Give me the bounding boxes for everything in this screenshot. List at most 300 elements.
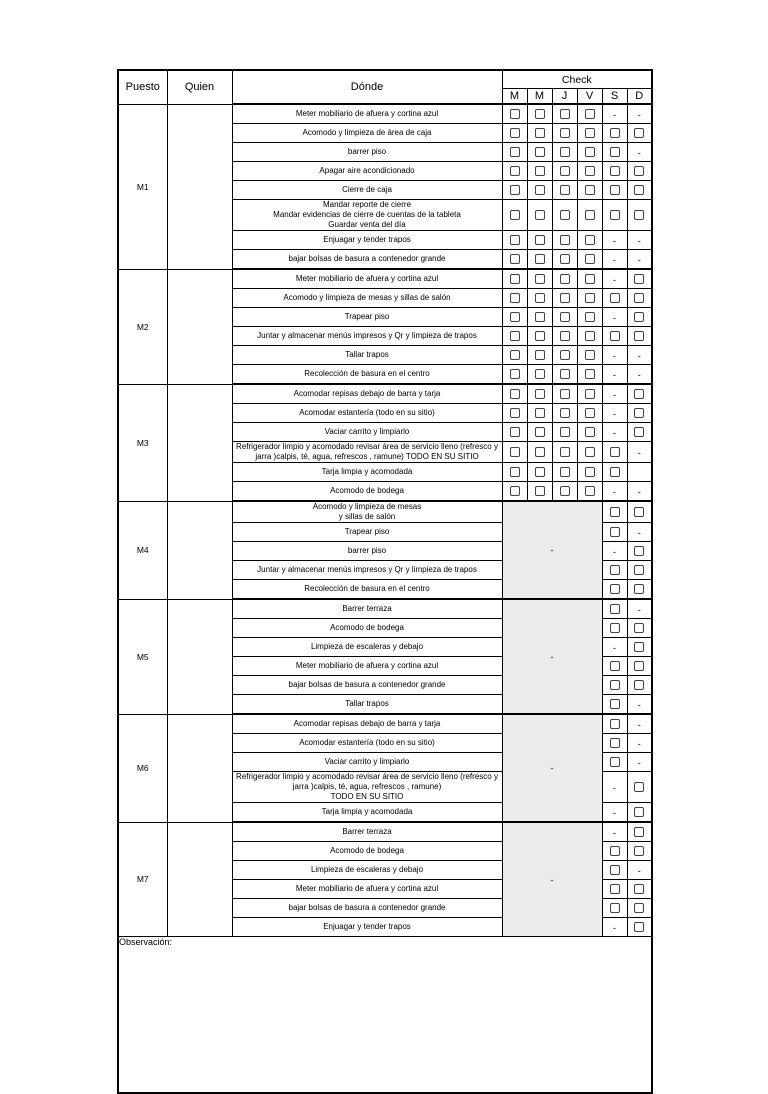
dash-mark: - [637,605,641,615]
task-text: bajar bolsas de basura a contenedor grande [232,250,502,270]
task-text: Meter mobiliario de afuera y cortina azul [232,657,502,676]
puesto-label: M4 [118,501,167,599]
checkbox[interactable] [510,235,520,245]
checkbox[interactable] [535,185,545,195]
checkbox[interactable] [560,467,570,477]
checkbox[interactable] [634,408,644,418]
task-text: Apagar aire acondicionado [232,162,502,181]
checkbox-cell [627,423,652,442]
checkbox-cell [627,542,652,561]
not-applicable-cell [627,753,652,772]
not-applicable-cell [627,346,652,365]
checkbox[interactable] [510,467,520,477]
checkbox[interactable] [610,507,620,517]
dash-mark: - [613,236,616,246]
checkbox[interactable] [510,389,520,399]
checkbox[interactable] [510,447,520,457]
checkbox[interactable] [560,254,570,264]
dash-mark: - [613,828,616,838]
checkbox[interactable] [610,757,620,767]
checkbox[interactable] [610,210,620,220]
puesto-label: M7 [118,822,167,937]
checkbox-cell [527,124,552,143]
checkbox-cell [552,162,577,181]
checkbox[interactable] [535,210,545,220]
quien-field[interactable] [167,384,232,501]
task-text: Trapear piso [232,523,502,542]
checkbox-cell [577,231,602,250]
checkbox[interactable] [610,565,620,575]
task-row [118,104,652,124]
not-applicable-cell [602,423,627,442]
checkbox[interactable] [535,486,545,496]
checkbox[interactable] [634,922,644,932]
checkbox-cell [627,501,652,523]
checkbox-cell [527,250,552,270]
not-applicable-cell [602,772,627,803]
dash-mark: - [613,409,616,419]
checkbox-cell [577,269,602,289]
checkbox-cell [552,289,577,308]
header-day-friday: V [577,89,602,105]
checkbox[interactable] [510,274,520,284]
task-text: Acomodo y limpieza de mesas y sillas de salón [232,501,502,523]
checkbox[interactable] [535,235,545,245]
quien-field[interactable] [167,501,232,599]
checkbox[interactable] [610,128,620,138]
checkbox[interactable] [585,274,595,284]
checkbox[interactable] [510,331,520,341]
checkbox[interactable] [535,147,545,157]
checkbox[interactable] [560,486,570,496]
checkbox[interactable] [560,312,570,322]
checkbox-cell [502,162,527,181]
checkbox[interactable] [560,427,570,437]
quien-field[interactable] [167,599,232,714]
checkbox-cell [527,143,552,162]
task-text: Acomodo y limpieza de mesas y sillas de salón [232,289,502,308]
checkbox[interactable] [510,408,520,418]
checkbox[interactable] [634,312,644,322]
observation-area[interactable] [118,937,652,1094]
task-text: Meter mobiliario de afuera y cortina azul [232,880,502,899]
puesto-label: M1 [118,104,167,269]
checkbox-cell [627,384,652,404]
dash-mark: - [613,547,616,557]
checkbox-cell [577,384,602,404]
checkbox-cell [502,365,527,385]
checkbox-cell [502,308,527,327]
checkbox[interactable] [610,467,620,477]
checkbox[interactable] [610,738,620,748]
checkbox[interactable] [560,389,570,399]
checkbox-cell [627,404,652,423]
checkbox-cell [577,423,602,442]
task-text: Tarja limpia y acomodada [232,803,502,823]
dash-mark: - [613,390,616,400]
checklist-body [118,104,652,937]
checkbox-cell [627,580,652,600]
checkbox[interactable] [634,546,644,556]
checkbox[interactable] [634,807,644,817]
checkbox[interactable] [535,274,545,284]
checkbox[interactable] [634,584,644,594]
checkbox-cell [552,423,577,442]
task-text: Recolección de basura en el centro [232,365,502,385]
header-day-thursday: J [552,89,577,105]
checkbox-cell [502,423,527,442]
checklist-sheet [117,69,651,1094]
not-applicable-cell [602,404,627,423]
checkbox-cell [627,822,652,842]
checkbox-cell [602,676,627,695]
task-text: Limpieza de escaleras y debajo [232,861,502,880]
checkbox[interactable] [585,185,595,195]
header-quien: Quien [167,70,232,104]
task-text: Acomodo y limpieza de área de caja [232,124,502,143]
checkbox-cell [527,384,552,404]
checkbox[interactable] [610,699,620,709]
checkbox[interactable] [535,128,545,138]
checkbox[interactable] [560,109,570,119]
weekday-not-applicable: - [502,714,602,822]
checkbox[interactable] [585,147,595,157]
checkbox[interactable] [535,408,545,418]
checkbox[interactable] [560,166,570,176]
checkbox[interactable] [560,447,570,457]
checkbox-cell [527,269,552,289]
checkbox[interactable] [585,408,595,418]
checkbox[interactable] [510,166,520,176]
checkbox-cell [627,772,652,803]
checkbox-cell [577,104,602,124]
checkbox[interactable] [634,166,644,176]
checkbox[interactable] [634,565,644,575]
dash-mark: - [637,739,641,749]
task-row [118,501,652,523]
checkbox-cell [552,200,577,231]
not-applicable-cell [602,308,627,327]
not-applicable-cell [627,695,652,715]
checkbox-cell [577,124,602,143]
checklist-table [117,69,653,1094]
checkbox[interactable] [634,389,644,399]
checkbox-cell [577,365,602,385]
checkbox-cell [577,181,602,200]
checkbox[interactable] [560,331,570,341]
not-applicable-cell [602,918,627,937]
task-text: Acomodo de bodega [232,842,502,861]
quien-field[interactable] [167,822,232,937]
task-text: Tarja limpia y acomodada [232,463,502,482]
checkbox-cell [552,269,577,289]
checkbox-cell [627,200,652,231]
checkbox-cell [527,404,552,423]
checkbox[interactable] [610,865,620,875]
checkbox[interactable] [585,331,595,341]
puesto-label: M6 [118,714,167,822]
checkbox[interactable] [510,293,520,303]
dash-mark: - [637,720,641,730]
checkbox[interactable] [585,128,595,138]
dash-mark: - [637,110,641,120]
checkbox-cell [502,404,527,423]
dash-mark: - [613,370,616,380]
checkbox[interactable] [634,827,644,837]
checkbox[interactable] [510,147,520,157]
task-text: Enjuagar y tender trapos [232,918,502,937]
header-day-sunday: D [627,89,652,105]
checkbox[interactable] [560,128,570,138]
checkbox[interactable] [510,254,520,264]
checkbox[interactable] [560,350,570,360]
dash-mark: - [613,275,616,285]
checkbox[interactable] [634,128,644,138]
checkbox-cell [552,250,577,270]
checkbox-cell [602,734,627,753]
checkbox[interactable] [510,427,520,437]
task-row [118,384,652,404]
checkbox-cell [527,365,552,385]
checkbox[interactable] [610,719,620,729]
checkbox[interactable] [510,210,520,220]
checkbox[interactable] [634,623,644,633]
checkbox-cell [577,308,602,327]
checkbox-cell [602,162,627,181]
checkbox[interactable] [510,350,520,360]
checkbox[interactable] [585,254,595,264]
checkbox[interactable] [634,210,644,220]
checkbox[interactable] [510,185,520,195]
checkbox[interactable] [634,782,644,792]
not-applicable-cell [627,231,652,250]
task-text: Refrigerador limpio y acomodado revisar área de servicio lleno (refresco y jarra )calpis, té, agua, refrescos , ramune) TODO EN SU SITIO [232,772,502,803]
checkbox[interactable] [585,312,595,322]
checkbox[interactable] [560,147,570,157]
checkbox-cell [502,269,527,289]
checkbox-cell [577,482,602,502]
checkbox[interactable] [610,584,620,594]
checkbox-cell [527,231,552,250]
checkbox[interactable] [610,661,620,671]
not-applicable-cell [627,104,652,124]
checkbox-cell [527,482,552,502]
checkbox[interactable] [510,486,520,496]
checkbox-cell [502,346,527,365]
not-applicable-cell [602,803,627,823]
puesto-label: M2 [118,269,167,384]
checkbox[interactable] [560,293,570,303]
not-applicable-cell [627,714,652,734]
checkbox[interactable] [510,369,520,379]
checkbox[interactable] [535,350,545,360]
dash-mark: - [637,351,641,361]
not-applicable-cell [627,442,652,463]
checkbox[interactable] [634,331,644,341]
checkbox[interactable] [585,427,595,437]
checkbox[interactable] [535,166,545,176]
quien-field[interactable] [167,714,232,822]
checkbox[interactable] [585,369,595,379]
checkbox[interactable] [634,642,644,652]
checkbox[interactable] [585,447,595,457]
checkbox[interactable] [535,312,545,322]
task-text: barrer piso [232,542,502,561]
quien-field[interactable] [167,104,232,269]
checkbox[interactable] [585,389,595,399]
not-applicable-cell [627,523,652,542]
checkbox[interactable] [610,623,620,633]
checkbox[interactable] [585,109,595,119]
checkbox[interactable] [634,427,644,437]
checkbox-cell [602,561,627,580]
checkbox-cell [627,308,652,327]
checkbox[interactable] [535,254,545,264]
checkbox[interactable] [634,293,644,303]
checkbox[interactable] [535,369,545,379]
dash-mark: - [613,351,616,361]
checkbox-cell [502,181,527,200]
checkbox[interactable] [560,274,570,284]
checkbox[interactable] [585,210,595,220]
checkbox[interactable] [560,408,570,418]
checkbox[interactable] [610,293,620,303]
checkbox[interactable] [585,467,595,477]
checkbox[interactable] [634,903,644,913]
checkbox-cell [552,124,577,143]
checkbox-cell [627,899,652,918]
checkbox-cell [577,200,602,231]
checkbox[interactable] [585,166,595,176]
checkbox[interactable] [535,427,545,437]
checkbox[interactable] [610,147,620,157]
dash-mark: - [613,313,616,323]
checkbox[interactable] [634,274,644,284]
task-text: bajar bolsas de basura a contenedor grande [232,676,502,695]
not-applicable-cell [602,482,627,502]
checkbox[interactable] [610,166,620,176]
weekday-not-applicable: - [502,599,602,714]
task-row [118,599,652,619]
checkbox-cell [602,501,627,523]
not-applicable-cell [602,104,627,124]
checkbox-cell [577,289,602,308]
checkbox[interactable] [535,293,545,303]
not-applicable-cell [602,822,627,842]
checkbox[interactable] [560,369,570,379]
task-row [118,714,652,734]
checkbox[interactable] [610,903,620,913]
checkbox[interactable] [610,447,620,457]
checkbox-cell [602,899,627,918]
not-applicable-cell [602,542,627,561]
task-text: Cierre de caja [232,181,502,200]
task-text: Meter mobiliario de afuera y cortina azul [232,104,502,124]
task-text: Tallar trapos [232,346,502,365]
checkbox[interactable] [510,128,520,138]
checkbox[interactable] [560,185,570,195]
checkbox[interactable] [610,527,620,537]
checkbox[interactable] [634,884,644,894]
checkbox-cell [502,289,527,308]
checkbox-cell [627,657,652,676]
checkbox[interactable] [610,846,620,856]
task-text: barrer piso [232,143,502,162]
task-text: bajar bolsas de basura a contenedor grande [232,899,502,918]
checkbox-cell [602,580,627,600]
checkbox-cell [527,423,552,442]
checkbox[interactable] [610,884,620,894]
checkbox-cell [602,523,627,542]
checkbox[interactable] [560,210,570,220]
checkbox[interactable] [634,680,644,690]
checkbox-cell [552,365,577,385]
checkbox[interactable] [634,507,644,517]
checkbox-cell [602,327,627,346]
checkbox[interactable] [535,331,545,341]
checkbox[interactable] [585,293,595,303]
checkbox[interactable] [535,389,545,399]
checkbox-cell [502,327,527,346]
dash-mark: - [637,700,641,710]
dash-mark: - [613,923,616,933]
not-applicable-cell [602,346,627,365]
checkbox[interactable] [610,331,620,341]
checkbox[interactable] [634,185,644,195]
quien-field[interactable] [167,269,232,384]
checkbox[interactable] [610,185,620,195]
header-check: Check [502,70,652,89]
header-puesto: Puesto [118,70,167,104]
checkbox-cell [552,463,577,482]
checkbox-cell [602,463,627,482]
checkbox[interactable] [634,661,644,671]
checkbox-cell [527,463,552,482]
checkbox-cell [527,327,552,346]
checkbox[interactable] [634,846,644,856]
checkbox[interactable] [585,486,595,496]
checkbox[interactable] [535,467,545,477]
checkbox[interactable] [560,235,570,245]
not-applicable-cell [602,250,627,270]
task-text: Juntar y almacenar menús impresos y Qr y limpieza de trapos [232,561,502,580]
checkbox-cell [602,442,627,463]
checkbox[interactable] [585,235,595,245]
task-text: Recolección de basura en el centro [232,580,502,600]
task-text: Meter mobiliario de afuera y cortina azul [232,269,502,289]
checkbox-cell [552,482,577,502]
task-text: Acomodar estantería (todo en su sitio) [232,734,502,753]
checkbox-cell [502,384,527,404]
checkbox[interactable] [510,109,520,119]
checkbox-cell [552,308,577,327]
checkbox[interactable] [610,604,620,614]
checkbox[interactable] [535,447,545,457]
checkbox[interactable] [535,109,545,119]
checkbox-cell [577,404,602,423]
dash-mark: - [637,487,641,497]
checkbox-cell [602,143,627,162]
header-day-saturday: S [602,89,627,105]
checkbox[interactable] [585,350,595,360]
checkbox[interactable] [510,312,520,322]
checkbox[interactable] [610,680,620,690]
task-row [118,822,652,842]
task-text: Vaciar carrito y limpiarlo [232,423,502,442]
checkbox-cell [502,143,527,162]
checkbox-cell [527,442,552,463]
not-applicable-cell [627,734,652,753]
